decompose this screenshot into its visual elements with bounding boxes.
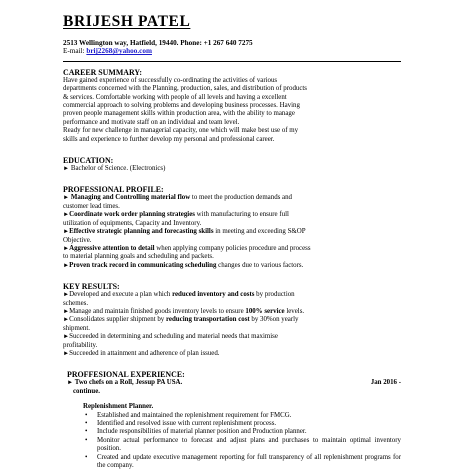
profile-item-cont: customer lead times. <box>63 202 120 210</box>
resume-page <box>63 12 401 470</box>
result-item-text: by 30%on yearly <box>249 316 299 324</box>
result-item-cont: schemes. <box>63 299 89 307</box>
profile-item <box>63 262 401 270</box>
summary-line: performance and motivate staff on an individual and team level. <box>63 118 240 126</box>
profile-item-text: in meeting and exceeding S&OP <box>213 228 306 236</box>
result-item-text: Manage and maintain finished goods inventory levels to ensure <box>69 307 246 315</box>
bullet-icon: • <box>85 453 88 461</box>
triangle-bullet-icon: ► <box>63 333 70 341</box>
summary-line: Have gained experience of successfully co-ordinating the activities of various <box>63 76 278 84</box>
list-item <box>63 437 401 454</box>
profile-item <box>63 228 401 236</box>
bullet-icon: • <box>85 411 88 419</box>
result-item-cont: shipment. <box>63 324 90 332</box>
profile-heading: PROFESSIONAL PROFILE: <box>63 185 164 195</box>
profile-item <box>63 245 401 253</box>
career-summary-text <box>63 77 401 144</box>
profile-item-bold: Coordinate work order planning strategies <box>69 211 195 219</box>
profile-item-cont: Objective. <box>63 236 92 244</box>
profile-list <box>63 194 401 270</box>
triangle-bullet-icon: ► <box>63 291 70 299</box>
experience-heading: PROFFESIONAL EXPERIENCE: <box>67 370 185 380</box>
triangle-bullet-icon: ► <box>63 165 70 173</box>
experience-dates: Jan 2016 - <box>370 379 401 387</box>
result-item-text: Succeeded in determining and scheduling and material needs that maximise <box>69 333 278 341</box>
summary-line: skills and experience to further develop my personal and professional career. <box>63 135 275 143</box>
experience-entry-header <box>67 379 401 387</box>
employer-text: Two chefs on a Roll, Jessup PA USA. <box>74 379 183 387</box>
key-results-heading: KEY RESULTS: <box>63 282 120 292</box>
profile-item-bold: Aggressive attention to detail <box>69 244 155 252</box>
list-item <box>63 428 401 436</box>
list-item-text: Created and update executive management reporting for full transparency of all replenishment programs for the company. <box>97 453 401 470</box>
triangle-bullet-icon: ► <box>63 261 70 269</box>
result-item-text: Consolidates supplier shipment by <box>69 316 166 324</box>
triangle-bullet-icon: ► <box>63 244 70 252</box>
triangle-bullet-icon: ► <box>63 194 70 202</box>
address-line: 2513 Wellington way, Hatfield, 19440. Phone: +1 267 640 7275 <box>63 39 253 47</box>
triangle-bullet-icon: ► <box>63 211 70 219</box>
profile-item <box>63 194 401 202</box>
profile-item-bold: Effective strategic planning and forecasting skills <box>69 228 214 236</box>
education-list <box>63 165 401 173</box>
education-item-text: Bachelor of Science. (Electronics) <box>70 165 166 173</box>
profile-item-text: to meet the production demands and <box>190 194 292 202</box>
bullet-icon: • <box>85 428 88 436</box>
result-item-text: Succeeded in attainment and adherence of plan issued. <box>69 349 220 357</box>
education-heading: EDUCATION: <box>63 156 114 166</box>
profile-item <box>63 211 401 219</box>
profile-item-bold: Managing and Controlling material flow <box>70 194 191 202</box>
list-item-text: Established and maintained the replenishment requirement for FMCG. <box>97 411 292 419</box>
list-item-text: Identified and resolved issue with current replenishment process. <box>97 420 277 427</box>
career-summary-heading: CAREER SUMMARY: <box>63 67 142 77</box>
result-item <box>63 308 401 316</box>
profile-item-bold: Proven track record in communicating scheduling <box>69 261 217 269</box>
experience-dates-cont: continue. <box>73 387 100 395</box>
bullet-icon: • <box>85 436 88 444</box>
result-item <box>63 316 401 324</box>
bullet-icon: • <box>85 420 88 427</box>
role-title: Replenishment Planner. <box>83 403 154 411</box>
list-item <box>63 412 401 420</box>
triangle-bullet-icon: ► <box>67 379 74 387</box>
candidate-name: BRIJESH PATEL <box>63 13 191 30</box>
result-item-text: levels. <box>284 307 305 315</box>
email-line <box>63 47 401 55</box>
list-item <box>63 454 401 470</box>
profile-item-text: when applying company policies procedure and process <box>154 244 311 252</box>
list-item-text: Include responsibilities of material planner position and Production planner. <box>97 428 307 436</box>
education-item <box>63 165 401 173</box>
profile-item-text: changes due to various factors. <box>216 261 304 269</box>
list-item-text: Monitor actual performance to forecast and adjust plans and purchases to maintain optimal inventory position. <box>97 436 401 453</box>
email-link[interactable]: brij2268@yahoo.com <box>86 47 152 56</box>
summary-line: commercial approach to solving problems and developing business processes. Having <box>63 102 300 110</box>
result-item-bold: reducing transportation cost <box>165 316 250 324</box>
email-label: E-mail: <box>63 47 87 56</box>
experience-employer <box>67 379 182 387</box>
result-item-text: Developed and execute a plan which <box>69 291 173 299</box>
result-item-cont: profitability. <box>63 341 98 349</box>
result-item <box>63 291 401 299</box>
list-item <box>63 420 401 428</box>
summary-line: Ready for new challenge in managerial capacity, one which will make best use of my <box>63 127 299 135</box>
triangle-bullet-icon: ► <box>63 307 70 315</box>
result-item-bold: reduced inventory and costs <box>172 291 255 299</box>
result-item-text: by production <box>254 291 295 299</box>
summary-line: proven people management skills within production area, with the ability to manage <box>63 110 295 118</box>
key-results-list <box>63 291 401 358</box>
role-bullets <box>63 412 401 470</box>
result-item-bold: 100% service <box>245 307 285 315</box>
result-item <box>63 333 401 341</box>
header-divider <box>63 61 401 62</box>
triangle-bullet-icon: ► <box>63 316 70 324</box>
summary-line: & services. Comfortable working with people of all levels and having a excellent <box>63 93 287 101</box>
triangle-bullet-icon: ► <box>63 349 70 357</box>
profile-item-text: with manufacturing to ensure full <box>194 211 289 219</box>
summary-line: departments concerned with the Planning, production, sales, and distribution of products <box>63 85 307 93</box>
result-item <box>63 350 401 358</box>
profile-item-cont: utilization of equipments, Capacity and Inventory. <box>63 219 202 227</box>
triangle-bullet-icon: ► <box>63 228 70 236</box>
profile-item-cont: to material planning goals and scheduling and packets. <box>63 253 214 261</box>
